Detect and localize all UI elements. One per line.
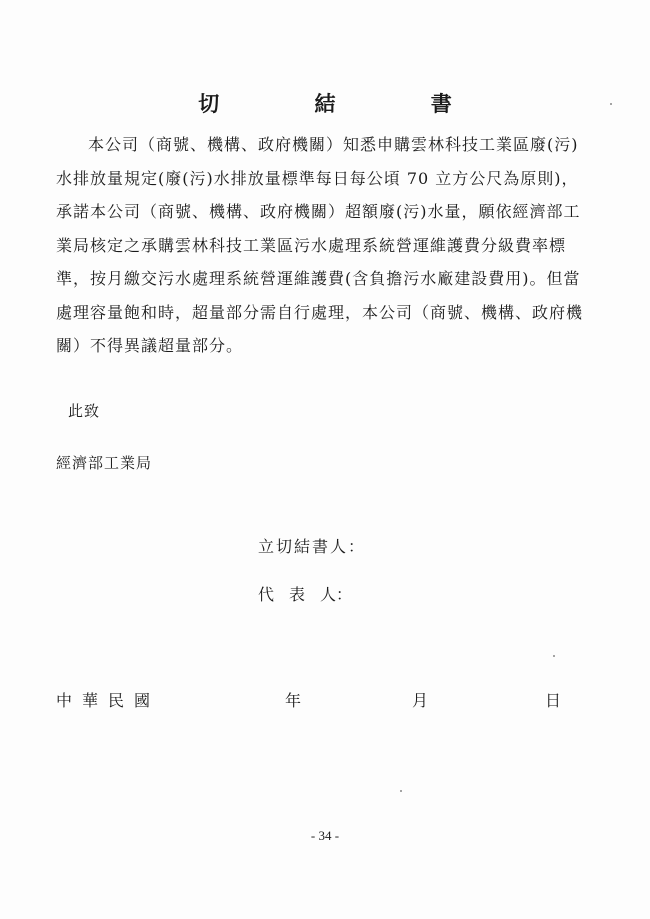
body-line: 準，按月繳交污水處理系統營運維護費(含負擔污水廠建設費用)。但當: [56, 269, 581, 288]
representative-char: 代: [258, 585, 275, 604]
body-line: 承諾本公司（商號、機構、政府機關）超額廢(污)水量，願依經濟部工: [56, 202, 581, 221]
date-year: 年: [285, 691, 302, 710]
body-line: 處理容量飽和時，超量部分需自行處理，本公司（商號、機構、政府機: [56, 302, 584, 322]
scan-speck: [400, 790, 402, 792]
scan-speck: [553, 655, 555, 657]
representative-char: 人：: [320, 585, 353, 604]
document-body: [56, 128, 594, 363]
body-line: 水排放量規定(廢(污)水排放量標準每日每公頃 70 立方公尺為原則)，: [56, 168, 579, 188]
representative-char: 表: [289, 585, 306, 604]
document-title: 切 結 書: [198, 91, 496, 116]
date-month: 月: [412, 691, 429, 710]
date-era: 中華民國: [56, 691, 161, 710]
recipient: 經濟部工業局: [56, 454, 153, 472]
body-line: 業局核定之承購雲林科技工業區污水處理系統營運維護費分級費率標: [56, 235, 567, 255]
scan-speck: [610, 103, 612, 105]
body-line: 本公司（商號、機構、政府機關）知悉申購雲林科技工業區廢(污): [88, 135, 579, 154]
date-day: 日: [545, 691, 562, 710]
body-line: 關）不得異議超量部分。: [56, 336, 244, 355]
signer-label: 立切結書人：: [258, 537, 367, 556]
representative-label: [258, 582, 352, 605]
salutation: 此致: [68, 402, 101, 420]
date-row: [0, 688, 650, 712]
page-number: - 34 -: [310, 828, 340, 843]
